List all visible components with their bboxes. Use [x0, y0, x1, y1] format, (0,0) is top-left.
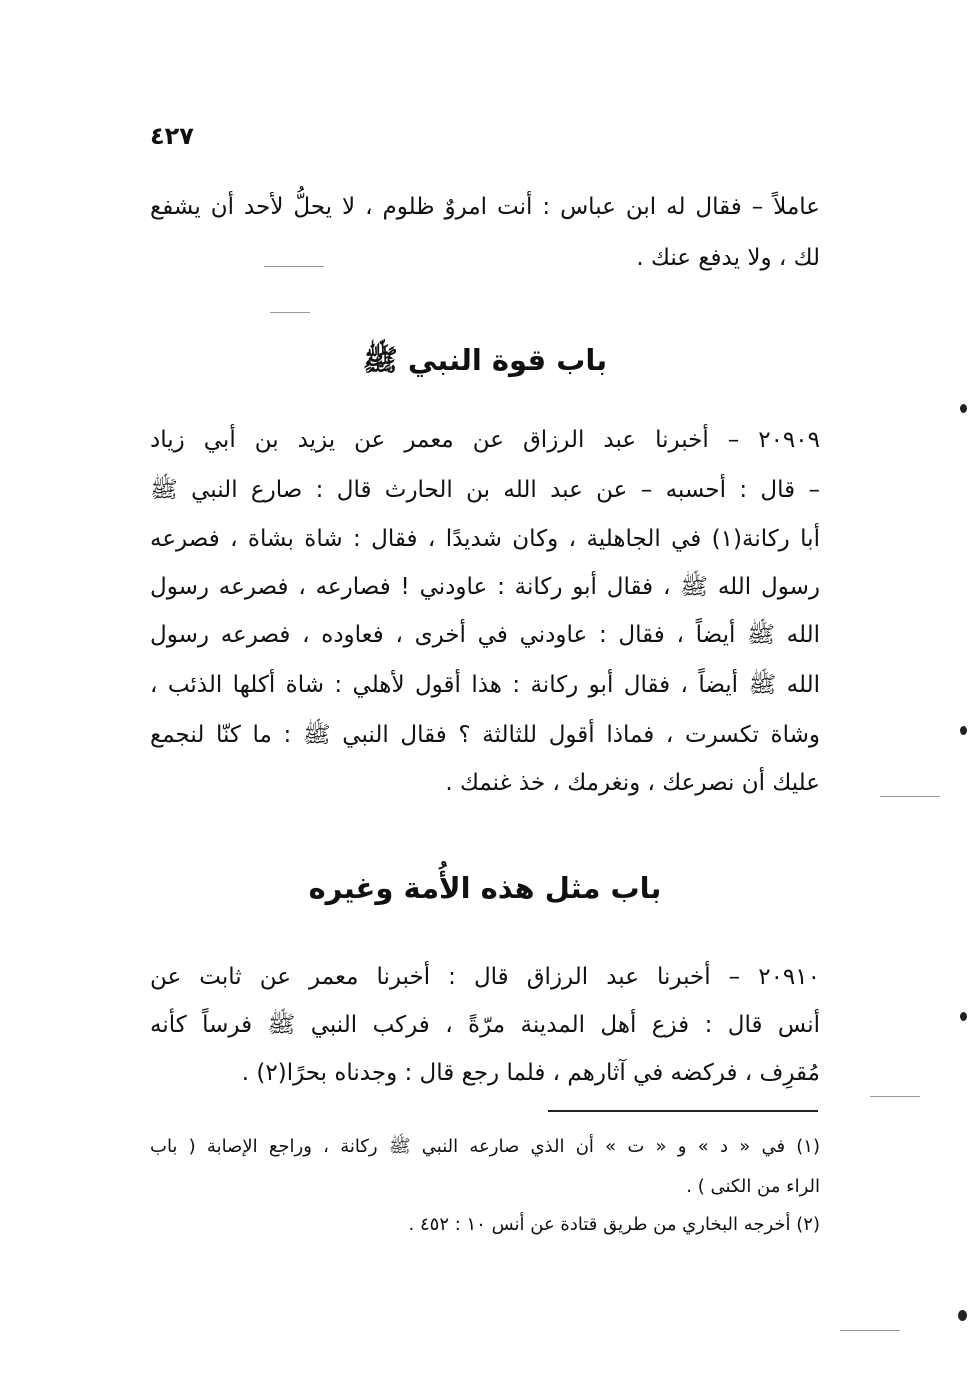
text-line: ٢٠٩١٠ – أخبرنا عبد الرزاق قال : أخبرنا معمر عن ثابت عن [150, 964, 820, 990]
text-line: الله ﷺ أيضاً ، فقال أبو ركانة : هذا أقول لأهلي : شاة أكلها الذئب ، [150, 672, 820, 698]
footnote-line: الراء من الكنى ) . [686, 1176, 820, 1197]
scan-stroke [270, 312, 310, 313]
scan-stroke [840, 1330, 900, 1331]
footnote-line: (٢) أخرجه البخاري من طريق قتادة عن أنس ١٠ : ٤٥٢ . [408, 1214, 820, 1235]
section-heading: باب قوة النبي ﷺ [362, 343, 608, 377]
scan-stroke [880, 796, 940, 797]
text-line: أنس قال : فزع أهل المدينة مرّةً ، فركب النبي ﷺ فرساً كأنه [150, 1012, 820, 1038]
scan-speck [958, 1310, 967, 1321]
text-line: عليك أن نصرعك ، ونغرمك ، خذ غنمك . [445, 770, 820, 796]
text-line: رسول الله ﷺ ، فقال أبو ركانة : عاودني ! فصارعه ، فصرعه رسول [150, 574, 820, 600]
scan-stroke [870, 1096, 920, 1097]
scan-stroke [264, 266, 324, 267]
scan-speck [960, 404, 967, 413]
section-heading: باب مثل هذه الأُمة وغيره [308, 871, 662, 905]
scan-speck [960, 1012, 967, 1021]
text-line: أبا ركانة(١) في الجاهلية ، وكان شديدًا ، فقال : شاة بشاة ، فصرعه [150, 526, 820, 552]
text-line: ٢٠٩٠٩ – أخبرنا عبد الرزاق عن معمر عن يزيد بن أبي زياد [150, 427, 820, 453]
text-line: مُقرِف ، فركضه في آثارهم ، فلما رجع قال : وجدناه بحرًا(٢) . [241, 1060, 820, 1086]
page-number: ٤٢٧ [150, 122, 194, 150]
text-line: لك ، ولا يدفع عنك . [636, 245, 820, 271]
text-line: – قال : أحسبه – عن عبد الله بن الحارث قال : صارع النبي ﷺ [150, 477, 820, 503]
text-line: وشاة تكسرت ، فماذا أقول للثالثة ؟ فقال النبي ﷺ : ما كنّا لنجمع [150, 722, 820, 748]
text-line: عاملاً – فقال له ابن عباس : أنت امروٌ ظلوم ، لا يحلُّ لأحد أن يشفع [150, 194, 820, 220]
footnote-line: (١) في « د » و « ت » أن الذي صارعه النبي ﷺ ركانة ، وراجع الإصابة ( باب [150, 1136, 820, 1157]
footnote-separator [548, 1110, 818, 1112]
scan-speck [960, 726, 967, 735]
text-line: الله ﷺ أيضاً ، فقال : عاودني في أخرى ، فعاوده ، فصرعه رسول [150, 622, 820, 648]
